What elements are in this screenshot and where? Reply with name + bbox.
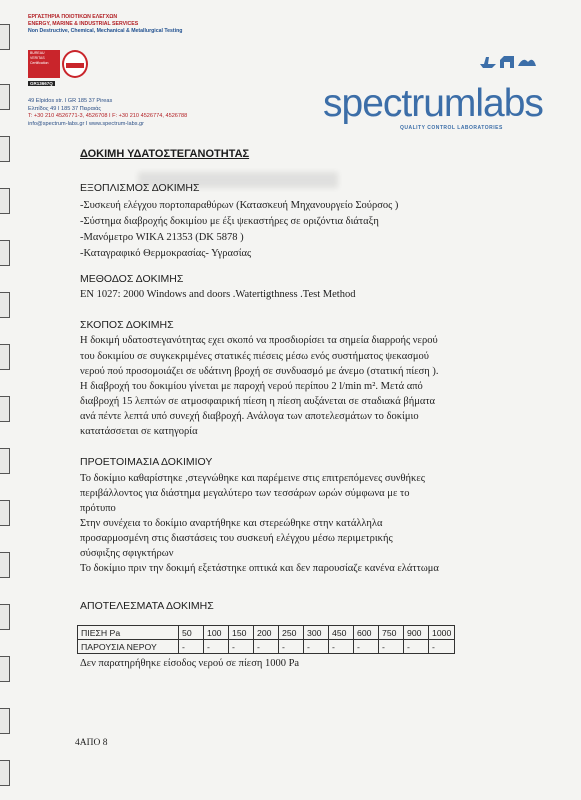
page-number: 4ΑΠΟ 8: [75, 738, 108, 748]
method-text: EN 1027: 2000 Windows and doors .Watertigthness .Test Method: [80, 289, 356, 300]
table-cell: 1000: [429, 626, 455, 640]
table-cell: 50: [179, 626, 204, 640]
company-description: Non Destructive, Chemical, Mechanical & Metallurgical Testing: [28, 28, 183, 34]
purpose-heading: ΣΚΟΠΟΣ ΔΟΚΙΜΗΣ: [80, 319, 174, 331]
preparation-line: σύσφιξης σφιγκτήρων: [80, 548, 174, 559]
table-cell: -: [354, 640, 379, 654]
purpose-line: νερού πού προσομοιάζει σε υδάτινη βροχή σε συνδυασμό με άνεμο (στατική πίεση ).: [80, 366, 439, 377]
document-title: ΔΟΚΙΜΗ ΥΔΑΤΟΣΤΕΓΑΝΟΤΗΤΑΣ: [80, 148, 250, 160]
binding-tab: [0, 552, 10, 578]
table-cell: 750: [379, 626, 404, 640]
binding-tab: [0, 760, 10, 786]
brand-logo: spectrumlabs: [323, 82, 543, 125]
table-row: [78, 640, 455, 654]
table-row: [78, 626, 455, 640]
brand-tagline: QUALITY CONTROL LABORATORIES: [400, 125, 503, 131]
preparation-line: Το δοκίμιο καθαρίστηκε ,στεγνώθηκε και παρέμεινε στις επιτρεπόμενες συνθήκες: [80, 473, 425, 484]
table-cell: -: [379, 640, 404, 654]
contact-block: [28, 98, 187, 128]
table-cell: -: [254, 640, 279, 654]
table-cell: 900: [404, 626, 429, 640]
method-heading: ΜΕΘΟΔΟΣ ΔΟΚΙΜΗΣ: [80, 273, 184, 285]
preparation-line: πρότυπο: [80, 503, 116, 514]
address-en: 49 Elpidos str. I GR 185 37 Pireas: [28, 98, 113, 104]
binding-tab: [0, 656, 10, 682]
table-cell: 300: [304, 626, 329, 640]
certification-logo: [28, 50, 92, 94]
table-cell: 100: [204, 626, 229, 640]
binding-tab: [0, 240, 10, 266]
table-cell: ΠΑΡΟΥΣΙΑ ΝΕΡΟΥ: [78, 640, 179, 654]
table-cell: ΠΙΕΣΗ Pa: [78, 626, 179, 640]
purpose-line: του δοκιμίου σε συγκεκριμένες στατικές πιέσεις μέσω ενός συστήματος ψεκασμού: [80, 351, 429, 362]
cert-label: BUREAU VERITAS Certification: [28, 50, 60, 78]
table-cell: 250: [279, 626, 304, 640]
phone-fax: T: +30 210 4526771-3, 4526708 I F: +30 210 4526774, 4526788: [28, 113, 188, 119]
preparation-line: περιβάλλοντος για διάστημα μεγαλύτερο των τεσσάρων ωρών σύμφωνα με το: [80, 488, 410, 499]
table-cell: -: [429, 640, 455, 654]
email-web: info@spectrum-labs.gr I www.spectrum-labs.gr: [28, 120, 145, 127]
company-name-en: ENERGY, MARINE & INDUSTRIAL SERVICES: [28, 21, 139, 27]
table-cell: -: [404, 640, 429, 654]
purpose-line: ανά πέντε λεπτά υπό συνεχή διαβροχή. Ανάλογα των αποτελεσμάτων το δοκίμιο: [80, 411, 419, 422]
binding-tab: [0, 708, 10, 734]
results-heading: ΑΠΟΤΕΛΕΣΜΑΤΑ ΔΟΚΙΜΗΣ: [80, 600, 214, 612]
purpose-line: Η δοκιμή υδατοστεγανότητας εχει σκοπό να προσδιορίσει τα σημεία διαρροής νερού: [80, 335, 438, 346]
purpose-line: κατατάσσεται σε κατηγορία: [80, 426, 198, 437]
preparation-line: προσαρμοσμένη στις διαστάσεις του συσκευή ελέγχου μέσω περιμετρικής: [80, 533, 393, 544]
table-cell: -: [279, 640, 304, 654]
table-cell: -: [329, 640, 354, 654]
binding-tab: [0, 344, 10, 370]
preparation-line: Στην συνέχεια το δοκίμιο αναρτήθηκε και στερεώθηκε στην κατάλληλα: [80, 518, 383, 529]
cert-code: GR13667Q: [30, 81, 53, 86]
industry-icons: [478, 54, 538, 70]
equipment-item: -Μανόμετρο WIKA 21353 (DK 5878 ): [80, 232, 244, 243]
company-name-block: [28, 14, 182, 35]
binding-tab: [0, 500, 10, 526]
binding-tab: [0, 136, 10, 162]
table-cell: 150: [229, 626, 254, 640]
table-cell: -: [304, 640, 329, 654]
equipment-item: -Καταγραφικό Θερμοκρασίας- Υγρασίας: [80, 248, 252, 259]
binding-tab: [0, 24, 10, 50]
results-table: [77, 625, 455, 654]
equipment-heading: ΕΞΟΠΛΙΣΜΟΣ ΔΟΚΙΜΗΣ: [80, 182, 200, 194]
preparation-line: Το δοκίμιο πριν την δοκιμή εξετάστηκε οπτικά και δεν παρουσίαζε κανένα ελάττωμα: [80, 563, 439, 574]
table-cell: -: [204, 640, 229, 654]
purpose-line: Η διαβροχή του δοκιμίου γίνεται με παροχή νερού περίπου 2 l/min m². Μετά από: [80, 381, 423, 392]
company-name-gr: ΕΡΓΑΣΤΗΡΙΑ ΠΟΙΟΤΙΚΩΝ ΕΛΕΓΧΩΝ: [28, 14, 118, 20]
equipment-item: -Σύστημα διαβροχής δοκιμίου με έξι ψεκαστήρες σε οριζόντια διάταξη: [80, 216, 379, 227]
binding-tab: [0, 292, 10, 318]
preparation-heading: ΠΡΟΕΤΟΙΜΑΣΙΑ ΔΟΚΙΜΙΟΥ: [80, 456, 213, 468]
binding-tab: [0, 396, 10, 422]
binding-tab: [0, 448, 10, 474]
bureau-veritas-seal-icon: [62, 50, 88, 78]
table-cell: -: [179, 640, 204, 654]
table-cell: 450: [329, 626, 354, 640]
results-note: Δεν παρατηρήθηκε είσοδος νερού σε πίεση 1000 Pa: [80, 658, 300, 669]
table-cell: 200: [254, 626, 279, 640]
table-cell: -: [229, 640, 254, 654]
binding-tab: [0, 84, 10, 110]
binding-tab: [0, 604, 10, 630]
equipment-item: -Συσκευή ελέγχου πορτοπαραθύρων (Κατασκευή Μηχανουργείο Σούρσος ): [80, 200, 399, 211]
binding-strip: [0, 0, 14, 800]
purpose-line: διαβροχή 15 λεπτών σε ατμοσφαιρική πίεση η πίεση αυξάνεται σε σταδιακά βήματα: [80, 396, 436, 407]
table-cell: 600: [354, 626, 379, 640]
binding-tab: [0, 188, 10, 214]
address-gr: Ελπίδος 49 I 185 37 Πειραιάς: [28, 105, 102, 112]
